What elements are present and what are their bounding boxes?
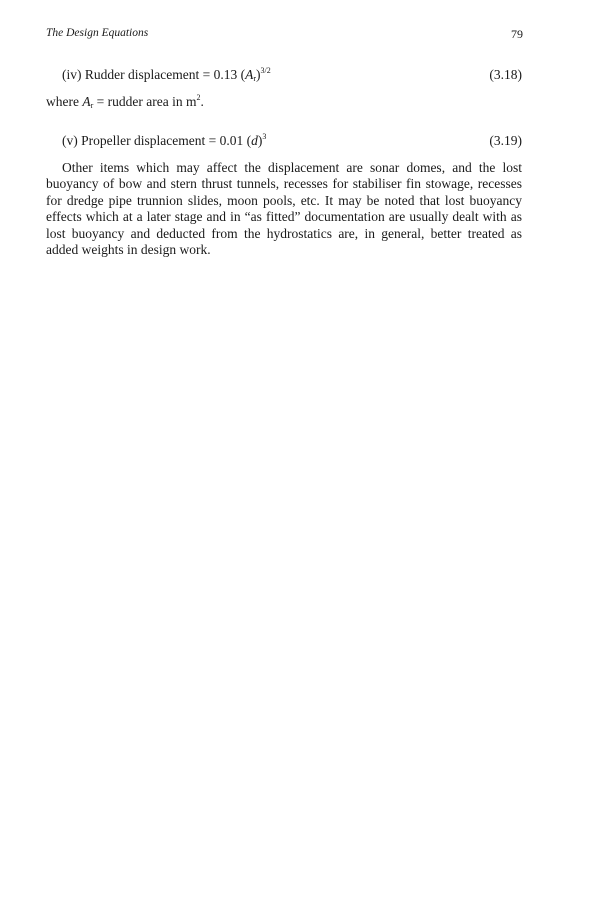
equation-variable: d <box>251 133 258 148</box>
running-head: The Design Equations <box>46 27 149 39</box>
page-number: 79 <box>511 27 523 41</box>
definition-exponent: 2 <box>196 93 201 102</box>
equation-number: (3.19) <box>489 133 522 148</box>
definition-text: = rudder area in m <box>93 94 197 109</box>
equation-exponent: 3 <box>262 132 267 141</box>
equation-exponent: 3/2 <box>260 66 271 75</box>
body-paragraph: Other items which may affect the displacement are sonar domes, and the lost buoyancy of bow and stern thrust tunnels, recesses for stabiliser fin stowage, recesses for dredge pipe trunnion slides, moon pools, etc. It may be noted that lost buoyancy effects which at a later stage and in “as fitted” documentation are usually dealt with as lost buoyancy and deducted from the hydrostatics are, in general, better treated as added weights in design work. <box>46 160 522 258</box>
equation-variable: A <box>245 67 254 82</box>
equation-subscript: r <box>253 74 256 83</box>
definition-subscript: r <box>90 101 94 110</box>
equation-rudder-displacement <box>62 67 522 83</box>
definition-text: . <box>200 94 204 109</box>
equation-text: ) <box>256 67 261 82</box>
definition-variable: A <box>82 94 91 109</box>
equation-text: ) <box>257 133 263 148</box>
variable-definition <box>46 94 204 110</box>
equation-text: (v) Propeller displacement = 0.01 ( <box>62 133 252 148</box>
equation-propeller-displacement <box>62 133 522 149</box>
definition-text: where <box>46 94 83 109</box>
equation-text: (iv) Rudder displacement = 0.13 ( <box>62 67 246 82</box>
equation-number: (3.18) <box>489 67 522 82</box>
